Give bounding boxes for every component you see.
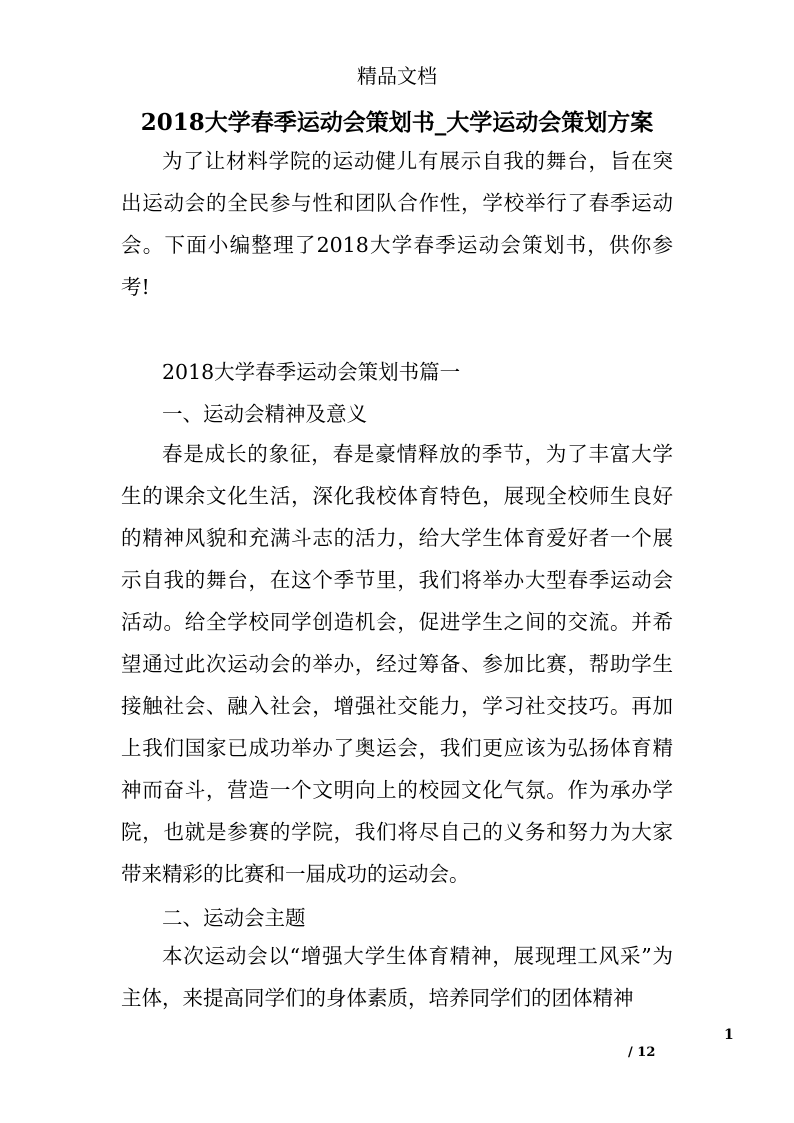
paragraph-spirit-meaning: 春是成长的象征，春是豪情释放的季节，为了丰富大学生的课余文化生活，深化我校体育特色，展现全校师生良好的精神风貌和充满斗志的活力，给大学生体育爱好者一个展示自我的舞台，在这个季节里，我们将举办大型春季运动会活动。给全学校同学创造机会，促进学生之间的交流。并希望通过此次运动会的举办，经过筹备、参加比赛，帮助学生接触社会、融入社会，增强社交能力，学习社交技巧。再加上我们国家已成功举办了奥运会，我们更应该为弘扬体育精神而奋斗，营造一个文明向上的校园文化气氛。作为承办学院，也就是参赛的学院，我们将尽自己的义务和努力为大家带来精彩的比赛和一届成功的运动会。 xyxy=(121,442,673,886)
paragraph-theme: 本次运动会以“增强大学生体育精神，展现理工风采”为主体，来提高同学们的身体素质，培养同学们的团体精神 xyxy=(121,944,673,1010)
document-title: 2018大学春季运动会策划书_大学运动会策划方案 xyxy=(140,109,654,136)
document-header: 精品文档 xyxy=(357,64,437,88)
intro-paragraph: 为了让材料学院的运动健儿有展示自我的舞台，旨在突出运动会的全民参与性和团队合作性，学校举行了春季运动会。下面小编整理了2018大学春季运动会策划书，供你参考! xyxy=(121,149,673,299)
page-number: 1 xyxy=(724,1027,734,1043)
page-total: / 12 xyxy=(628,1045,656,1060)
section-title: 2018大学春季运动会策划书篇一 xyxy=(162,360,461,384)
heading-theme: 二、运动会主题 xyxy=(162,906,306,930)
heading-spirit-meaning: 一、运动会精神及意义 xyxy=(162,402,367,426)
